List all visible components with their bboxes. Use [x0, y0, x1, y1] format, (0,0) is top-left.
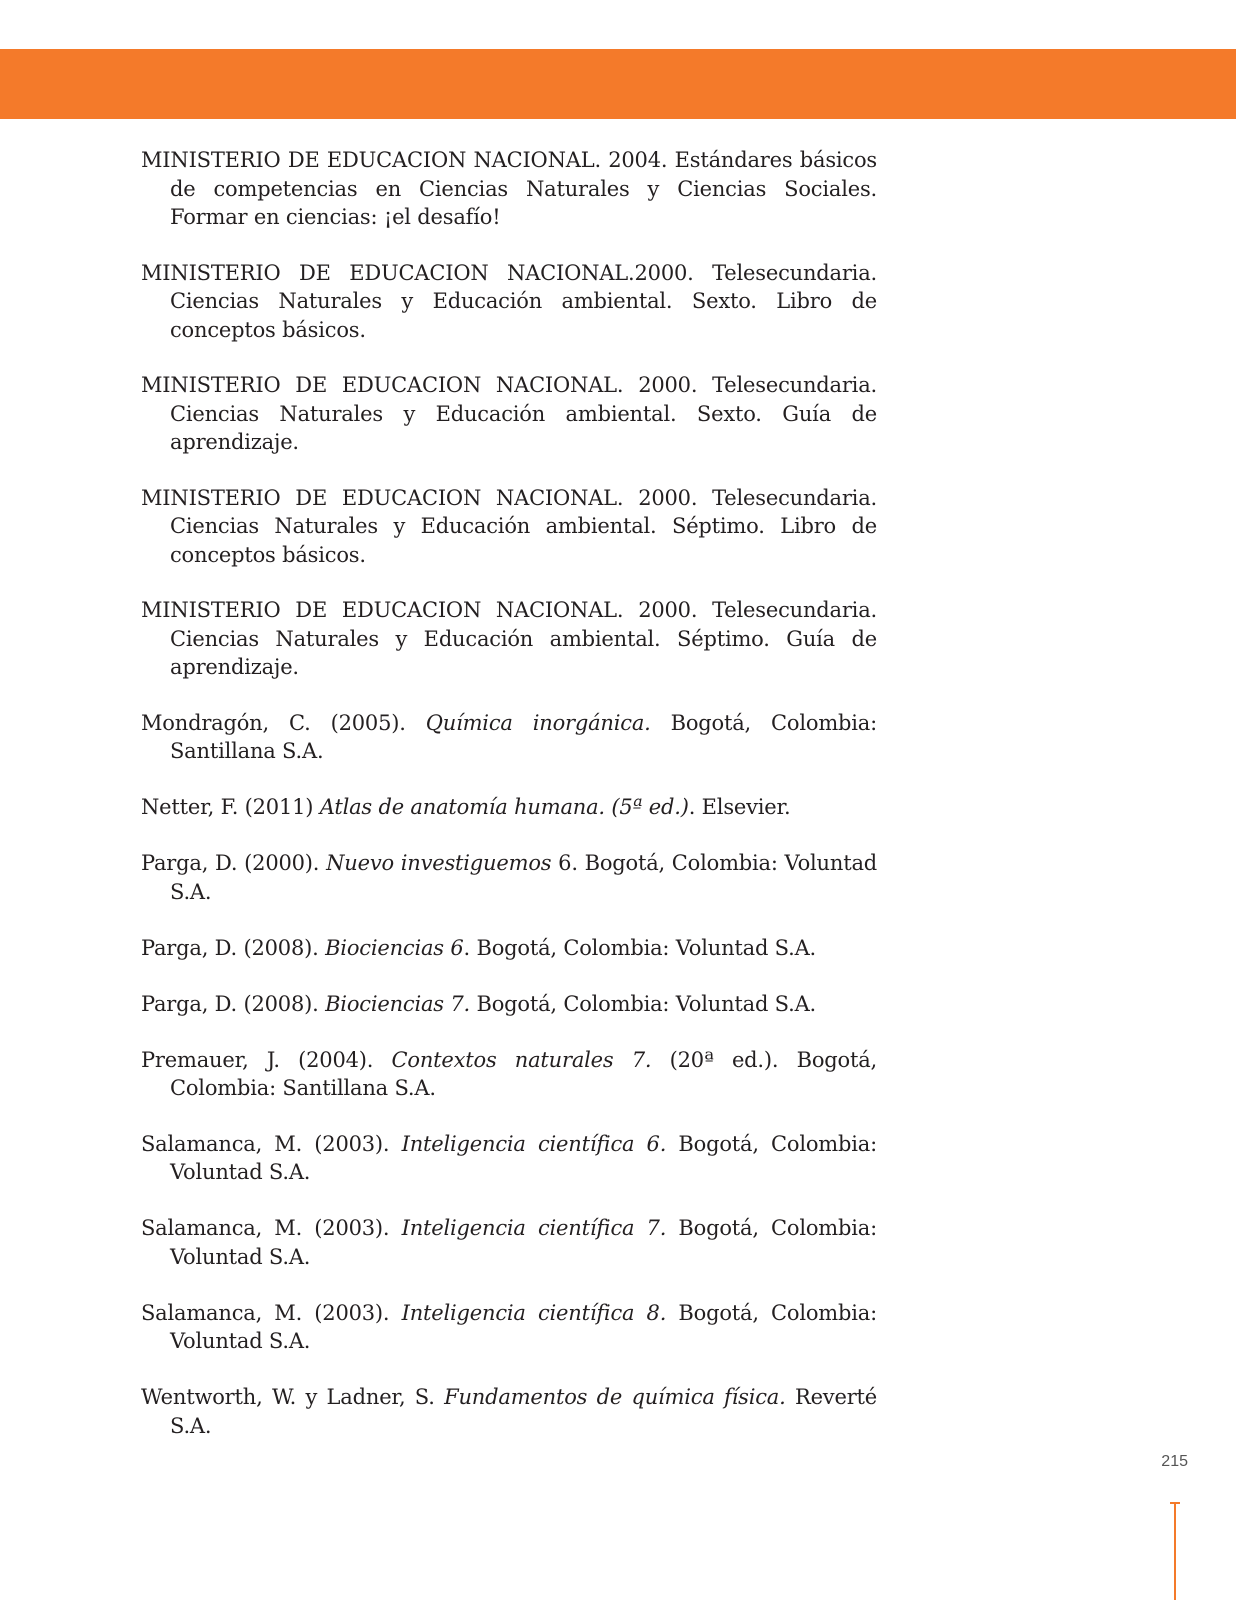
- reference-entry: [141, 371, 877, 457]
- reference-text: Bogotá, Colombia: Voluntad S.A.: [170, 1216, 877, 1269]
- reference-text: MINISTERIO DE EDUCACION NACIONAL. 2004. Estándares básicos de competencias en Ciencias Naturales y Ciencias Sociales. Formar en ciencias: ¡el desafío!: [141, 148, 877, 229]
- reference-text: (20ª ed.). Bogotá, Colombia: Santillana S.A.: [170, 1047, 878, 1100]
- margin-marker-line: [1174, 1502, 1176, 1600]
- reference-text: Wentworth, W. y Ladner, S.: [141, 1385, 445, 1409]
- reference-text: MINISTERIO DE EDUCACION NACIONAL.2000. Telesecundaria. Ciencias Naturales y Educación ambiental. Sexto. Libro de conceptos básicos.: [141, 260, 877, 342]
- reference-text: Bogotá, Colombia: Voluntad S.A.: [170, 1131, 877, 1184]
- reference-entry: [141, 793, 877, 822]
- reference-entry: [141, 146, 877, 232]
- reference-title: Biociencias 7.: [325, 991, 470, 1016]
- reference-text: MINISTERIO DE EDUCACION NACIONAL. 2000. Telesecundaria. Ciencias Naturales y Educación ambiental. Sexto. Guía de aprendizaje.: [141, 373, 877, 454]
- reference-text: Bogotá, Colombia: Voluntad S.A.: [170, 1300, 877, 1353]
- reference-text: Parga, D. (2000).: [141, 851, 327, 875]
- reference-title: Inteligencia científica 8.: [401, 1300, 667, 1325]
- reference-entry: [141, 849, 877, 906]
- reference-text: Salamanca, M. (2003).: [141, 1216, 402, 1240]
- reference-entry: [141, 990, 877, 1019]
- reference-text: Salamanca, M. (2003).: [141, 1131, 402, 1156]
- reference-text: Salamanca, M. (2003).: [141, 1300, 402, 1325]
- reference-entry: [141, 934, 877, 963]
- reference-title: Nuevo investiguemos: [326, 851, 552, 875]
- reference-entry: [141, 709, 877, 766]
- reference-text: Netter, F. (2011): [141, 795, 320, 819]
- reference-entry: [141, 1214, 877, 1271]
- reference-text: MINISTERIO DE EDUCACION NACIONAL. 2000. Telesecundaria. Ciencias Naturales y Educación ambiental. Séptimo. Libro de conceptos básicos.: [141, 485, 877, 567]
- reference-entry: [141, 1046, 877, 1103]
- reference-text: . Bogotá, Colombia: Voluntad S.A.: [463, 935, 817, 960]
- reference-entry: [141, 484, 877, 570]
- reference-title: Química inorgánica.: [425, 710, 651, 735]
- reference-text: Parga, D. (2008).: [141, 991, 326, 1016]
- reference-entry: [141, 1130, 877, 1187]
- reference-text: Parga, D. (2008).: [141, 935, 326, 960]
- reference-text: 6. Bogotá, Colombia: Voluntad S.A.: [170, 851, 878, 904]
- reference-text: Bogotá, Colombia: Voluntad S.A.: [470, 991, 817, 1016]
- reference-title: Atlas de anatomía humana. (5ª ed.): [319, 795, 689, 819]
- reference-title: Biociencias 6: [325, 935, 464, 960]
- page-number: 215: [1161, 1453, 1188, 1470]
- reference-list: [141, 146, 877, 1468]
- reference-entry: [141, 596, 877, 682]
- reference-text: MINISTERIO DE EDUCACION NACIONAL. 2000. Telesecundaria. Ciencias Naturales y Educación ambiental. Séptimo. Guía de aprendizaje.: [141, 598, 877, 679]
- reference-title: Inteligencia científica 7.: [401, 1216, 667, 1240]
- reference-text: . Elsevier.: [688, 795, 791, 819]
- reference-text: Premauer, J. (2004).: [141, 1047, 392, 1072]
- reference-entry: [141, 1299, 877, 1356]
- reference-title: Fundamentos de química física.: [444, 1385, 786, 1409]
- reference-entry: [141, 259, 877, 345]
- header-band: [0, 49, 1236, 119]
- reference-title: Inteligencia científica 6.: [401, 1131, 667, 1156]
- reference-text: Mondragón, C. (2005).: [141, 710, 426, 735]
- reference-text: Bogotá, Colombia: Santillana S.A.: [170, 710, 877, 763]
- reference-text: Reverté S.A.: [170, 1385, 877, 1438]
- reference-title: Contextos naturales 7.: [391, 1047, 652, 1072]
- reference-entry: [141, 1383, 877, 1440]
